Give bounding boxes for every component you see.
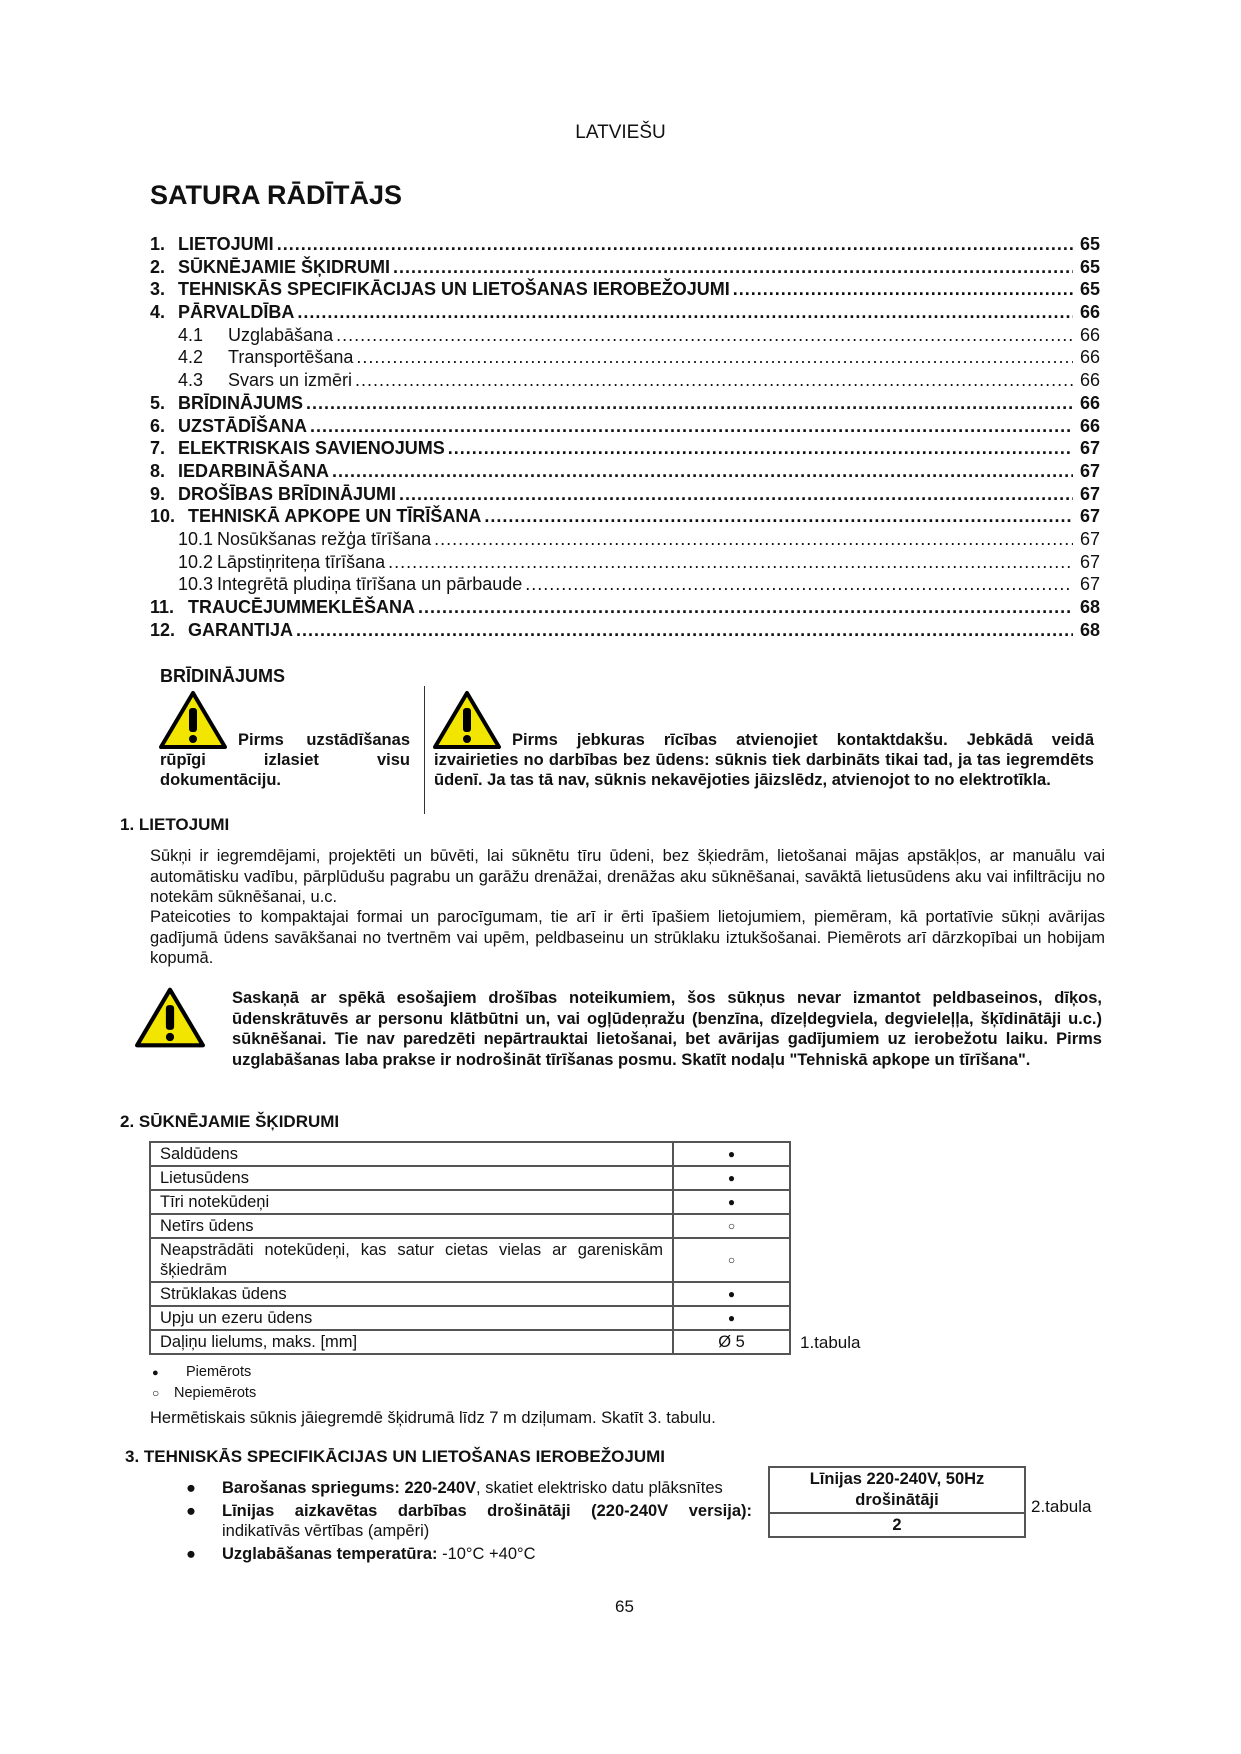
toc-leader-dots	[355, 370, 1073, 391]
toc-entry-page: 67	[1079, 528, 1100, 549]
toc-entry-number: 10.	[150, 506, 176, 527]
toc-entry-label: DROŠĪBAS BRĪDINĀJUMI	[178, 483, 397, 504]
toc-entry-number: 2.	[150, 256, 166, 277]
toc-entry-number: 9.	[150, 483, 166, 504]
toc-entry-page: 67	[1079, 506, 1100, 527]
toc-entry-number: 10.1	[178, 528, 214, 549]
toc-leader-dots	[388, 552, 1073, 573]
toc-entry[interactable]	[150, 484, 1100, 507]
toc-leader-dots	[332, 461, 1073, 482]
pumped-liquids-table	[149, 1141, 791, 1355]
toc-entry-label: LIETOJUMI	[178, 234, 274, 254]
toc-entry-number: 4.1	[178, 324, 204, 345]
legend-symbol: ○	[152, 1386, 160, 1400]
liquid-name: Neapstrādāti notekūdeņi, kas satur cietas vielas ar gareniskām šķiedrām	[150, 1238, 673, 1282]
toc-entry[interactable]	[150, 620, 1100, 643]
warning-right-text: Pirms jebkuras rīcības atvienojiet kontaktdakšu. Jebkādā veidā izvairieties no darbības bez ūdens: sūknis tiek darbināts tikai tad, ja tas iegremdēts ūdenī. Ja tas tā nav, sūknis nekavējoties jāizslēdz, atvienojot to no elektrotīkla.	[434, 731, 1094, 789]
toc-leader-dots	[733, 279, 1073, 300]
spec-item	[186, 1501, 752, 1542]
table-row	[150, 1330, 790, 1354]
suitability-mark: ●	[673, 1142, 790, 1166]
toc-entry-label: UZSTĀDĪŠANA	[178, 415, 307, 436]
toc-entry[interactable]	[150, 257, 1100, 280]
suitability-mark: ○	[673, 1214, 790, 1238]
toc-entry-page: 65	[1079, 256, 1100, 277]
toc-entry-label: SŪKNĒJAMIE ŠĶIDRUMI	[178, 256, 391, 277]
toc-entry-number: 8.	[150, 460, 166, 481]
toc-leader-dots	[297, 302, 1073, 323]
toc-entry[interactable]	[150, 325, 1100, 348]
toc-entry-number: 4.	[150, 302, 166, 323]
table-row	[150, 1282, 790, 1306]
toc-entry-label: TEHNISKĀ APKOPE UN TĪRĪŠANA	[188, 506, 482, 527]
table-row	[150, 1238, 790, 1282]
table-row	[150, 1214, 790, 1238]
suitability-mark: ●	[673, 1190, 790, 1214]
toc-entry-label: Integrētā pludiņa tīrīšana un pārbaude	[217, 574, 523, 595]
suitability-mark: Ø 5	[673, 1330, 790, 1354]
toc-entry[interactable]	[150, 506, 1100, 529]
toc-entry-page: 66	[1079, 324, 1100, 345]
fuse-table-value: 2	[769, 1513, 1025, 1537]
liquid-name: Daļiņu lielums, maks. [mm]	[150, 1330, 673, 1354]
toc-entry[interactable]	[150, 416, 1100, 439]
suitability-mark: ●	[673, 1306, 790, 1330]
fuse-table-header: Līnijas 220-240V, 50Hz drošinātāji	[769, 1467, 1025, 1513]
toc-entry[interactable]	[150, 597, 1100, 620]
toc-entry[interactable]	[150, 393, 1100, 416]
toc-entry-number: 10.3	[178, 574, 214, 595]
spec-item	[186, 1478, 752, 1499]
toc-leader-dots	[434, 529, 1073, 550]
toc-entry-page: 66	[1079, 415, 1100, 436]
spec-label: Līnijas aizkavētas darbības drošinātāji (220-240V versija):	[222, 1501, 752, 1520]
liquid-name: Saldūdens	[150, 1142, 673, 1166]
section2-heading: 2. SŪKNĒJAMIE ŠĶIDRUMI	[120, 1112, 340, 1131]
toc-entry-page: 68	[1079, 597, 1100, 617]
toc-entry-label: TRAUCĒJUMMEKLĒŠANA	[188, 597, 416, 617]
section1-paragraph: Pateicoties to kompaktajai formai un parocīgumam, tie arī ir ērti īpašiem lietojumiem, piemēram, kā portatīvie sūkņi avārijas gadījumā ūdens savākšanai no tvertnēm vai upēm, peldbaseinu un strūklaku iztukšošanai. Piemērots arī dārzkopībai un hobijam kopumā.	[150, 908, 1105, 967]
suitability-mark: ○	[673, 1238, 790, 1282]
liquid-name: Upju un ezeru ūdens	[150, 1306, 673, 1330]
table-of-contents	[150, 234, 1100, 642]
table-row	[150, 1190, 790, 1214]
section1-paragraph: Sūkņi ir iegremdējami, projektēti un būvēti, lai sūknētu tīru ūdeni, bez šķiedrām, lietošanai mājas apstākļos, ar manuālu vai automātisku vadību, pārplūdušu pagrabu un garāžu drenāžai, drenāžas aku sūknēšanai, savāktā lietusūdens aku vai infiltrāciju no notekām sūknēšanai, u.c.	[150, 847, 1105, 906]
toc-entry-number: 7.	[150, 438, 166, 459]
liquid-name: Tīri notekūdeņi	[150, 1190, 673, 1214]
table-row	[150, 1142, 790, 1166]
toc-leader-dots	[448, 438, 1073, 459]
liquid-name: Lietusūdens	[150, 1166, 673, 1190]
section3-heading: 3. TEHNISKĀS SPECIFIKĀCIJAS UN LIETOŠANAS IEROBEŽOJUMI	[125, 1447, 665, 1466]
toc-entry[interactable]	[150, 279, 1100, 302]
toc-entry-label: Svars un izmēri	[228, 370, 353, 391]
divider	[424, 686, 425, 814]
toc-entry-number: 5.	[150, 392, 166, 413]
toc-entry-number: 12.	[150, 619, 176, 640]
toc-leader-dots	[356, 347, 1073, 368]
table-row	[150, 1306, 790, 1330]
legend-symbol: ●	[152, 1367, 159, 1379]
table-row	[150, 1166, 790, 1190]
spec-item	[186, 1544, 752, 1565]
toc-entry-label: GARANTIJA	[188, 619, 294, 640]
toc-entry[interactable]	[150, 574, 1100, 597]
table-caption: 2.tabula	[1031, 1497, 1092, 1516]
toc-entry-label: Nosūkšanas režģa tīrīšana	[217, 528, 432, 549]
fuse-table	[768, 1466, 1026, 1538]
liquid-name: Netīrs ūdens	[150, 1214, 673, 1238]
toc-leader-dots	[393, 257, 1073, 278]
spec-label: Uzglabāšanas temperatūra:	[222, 1544, 438, 1563]
toc-leader-dots	[484, 506, 1073, 527]
toc-title: SATURA RĀDĪTĀJS	[150, 180, 403, 210]
toc-entry-label: IEDARBINĀŠANA	[178, 460, 330, 481]
toc-entry[interactable]	[150, 438, 1100, 461]
toc-entry-label: BRĪDINĀJUMS	[178, 392, 304, 413]
toc-entry-page: 66	[1079, 302, 1100, 323]
toc-entry-page: 67	[1079, 574, 1100, 595]
toc-entry[interactable]	[150, 370, 1100, 393]
toc-leader-dots	[418, 597, 1073, 618]
suitability-mark: ●	[673, 1166, 790, 1190]
toc-leader-dots	[525, 574, 1073, 595]
bullet-icon: ●	[186, 1501, 196, 1520]
toc-entry-label: ELEKTRISKAIS SAVIENOJUMS	[178, 438, 445, 459]
toc-entry-page: 67	[1079, 551, 1100, 572]
warning-triangle-icon	[134, 985, 206, 1050]
toc-entry-page: 68	[1079, 619, 1100, 640]
spec-value: -10°C +40°C	[437, 1544, 536, 1563]
toc-entry-page: 65	[1079, 279, 1100, 300]
spec-label: Barošanas spriegums: 220-240V	[222, 1479, 477, 1497]
toc-entry-number: 6.	[150, 415, 166, 436]
legend-label: Piemērots	[186, 1364, 252, 1380]
toc-leader-dots	[296, 620, 1073, 641]
language-header: LATVIEŠU	[575, 122, 666, 143]
toc-entry[interactable]	[150, 461, 1100, 484]
toc-entry[interactable]	[150, 234, 1100, 257]
toc-entry-label: Uzglabāšana	[228, 324, 334, 345]
toc-entry-page: 66	[1079, 370, 1100, 391]
bullet-icon: ●	[186, 1544, 196, 1563]
toc-entry-number: 11.	[150, 597, 175, 617]
toc-entry[interactable]	[150, 347, 1100, 370]
toc-leader-dots	[399, 484, 1073, 505]
warning-left-text: Pirms uzstādīšanas rūpīgi izlasiet visu dokumentāciju.	[160, 731, 410, 789]
toc-entry-page: 67	[1079, 483, 1100, 504]
section1-heading: 1. LIETOJUMI	[120, 815, 230, 834]
section2-note: Hermētiskais sūknis jāiegremdē šķidrumā līdz 7 m dziļumam. Skatīt 3. tabulu.	[150, 1409, 716, 1427]
toc-entry[interactable]	[150, 302, 1100, 325]
spec-value: , skatiet elektrisko datu plāksnītes	[476, 1479, 723, 1497]
spec-value: indikatīvās vērtības (ampēri)	[222, 1522, 430, 1540]
toc-entry-label: PĀRVALDĪBA	[178, 302, 295, 323]
legend	[152, 1362, 256, 1403]
toc-entry-label: Lāpstiņriteņa tīrīšana	[217, 551, 386, 572]
table-caption: 1.tabula	[800, 1333, 861, 1352]
toc-entry[interactable]	[150, 529, 1100, 552]
toc-leader-dots	[336, 325, 1073, 346]
legend-label: Nepiemērots	[174, 1385, 257, 1401]
toc-entry-label: TEHNISKĀS SPECIFIKĀCIJAS UN LIETOŠANAS IEROBEŽOJUMI	[178, 279, 730, 300]
toc-entry-number: 3.	[150, 279, 166, 300]
warning-heading: BRĪDINĀJUMS	[160, 666, 286, 686]
toc-entry-page: 65	[1079, 234, 1100, 254]
toc-entry-page: 67	[1079, 438, 1100, 459]
toc-leader-dots	[306, 393, 1073, 414]
spec-list	[186, 1478, 752, 1566]
toc-entry-page: 66	[1079, 392, 1100, 413]
section1-warning-text: Saskaņā ar spēkā esošajiem drošības noteikumiem, šos sūkņus nevar izmantot peldbaseinos, dīķos, ūdenskrātuvēs ar personu klātbūtni un, vai ogļūdeņražu (benzīna, dīzeļdegviela, degvieleļļa, šķīdinātāji u.c.) sūknēšanai. Tie nav paredzēti nepārtrauktai lietošanai, bet avārijas gadījumiem uz ierobežotu laiku. Pirms uzglabāšanas laba prakse ir nodrošināt tīrīšanas posmu. Skatīt nodaļu "Tehniskā apkope un tīrīšana".	[232, 989, 1102, 1069]
toc-entry-number: 10.2	[178, 551, 214, 572]
toc-entry-page: 66	[1079, 347, 1100, 368]
toc-leader-dots	[277, 234, 1073, 255]
toc-entry-number: 4.2	[178, 347, 204, 368]
toc-leader-dots	[310, 416, 1073, 437]
toc-entry[interactable]	[150, 552, 1100, 575]
page-number: 65	[615, 1597, 634, 1616]
liquid-name: Strūklakas ūdens	[150, 1282, 673, 1306]
bullet-icon: ●	[186, 1479, 196, 1497]
toc-entry-number: 4.3	[178, 370, 204, 391]
suitability-mark: ●	[673, 1282, 790, 1306]
toc-entry-label: Transportēšana	[228, 347, 354, 368]
toc-entry-number: 1.	[150, 234, 166, 254]
toc-entry-page: 67	[1079, 460, 1100, 481]
